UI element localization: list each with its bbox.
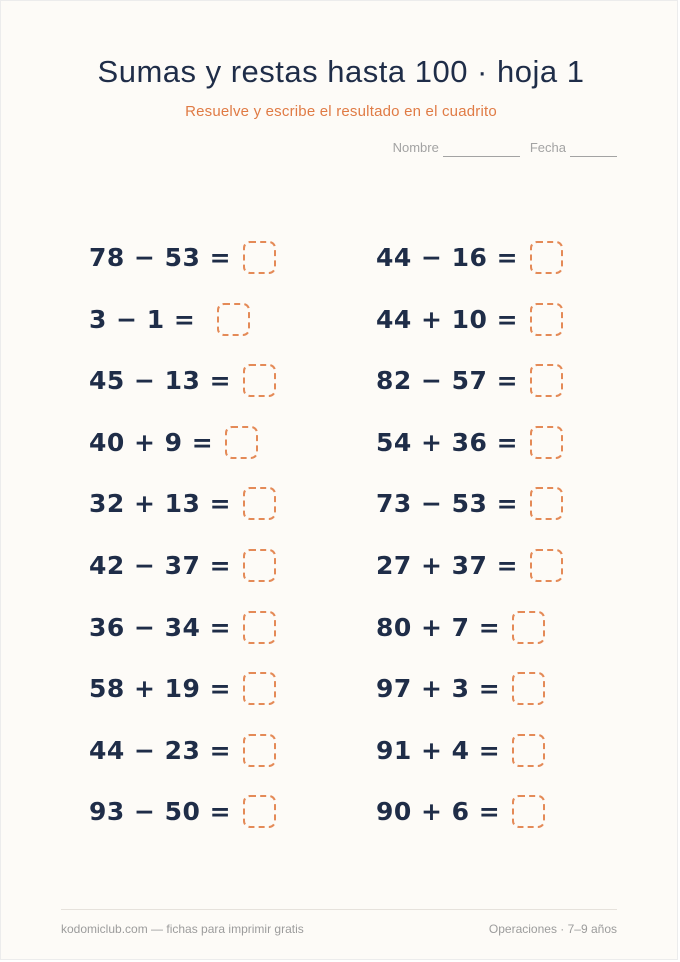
problem-row	[376, 424, 563, 486]
problem-row	[89, 239, 276, 301]
problem-expression: 44 − 16 =	[376, 243, 519, 272]
problem-row	[376, 239, 563, 301]
answer-box[interactable]	[512, 611, 545, 644]
problem-row	[376, 485, 563, 547]
problem-expression: 80 + 7 =	[376, 612, 501, 642]
problem-row	[89, 424, 276, 486]
problem-expression: 91 + 4 =	[376, 735, 501, 765]
answer-box[interactable]	[530, 487, 563, 520]
problem-expression: 32 + 13 =	[89, 489, 232, 519]
problem-row	[376, 547, 563, 609]
problem-expression: 93 − 50 =	[89, 797, 232, 827]
answer-box[interactable]	[530, 241, 563, 274]
answer-box[interactable]	[243, 734, 276, 767]
problem-row	[89, 301, 276, 363]
name-label: Nombre	[392, 140, 439, 155]
problem-expression: 40 + 9 =	[89, 427, 214, 457]
problem-expression: 42 − 37 =	[89, 550, 232, 580]
problem-expression: 73 − 53 =	[376, 489, 519, 519]
answer-box[interactable]	[530, 426, 563, 459]
problem-row	[376, 793, 563, 855]
problem-expression: 44 − 23 =	[89, 735, 232, 765]
problem-expression: 97 + 3 =	[376, 674, 501, 704]
problem-row	[376, 362, 563, 424]
answer-box[interactable]	[243, 795, 276, 828]
problem-row	[376, 609, 563, 671]
answer-box[interactable]	[243, 611, 276, 644]
problem-expression: 90 + 6 =	[376, 797, 501, 827]
problem-expression: 78 − 53 =	[89, 243, 232, 272]
problems-column-left	[89, 239, 276, 855]
answer-box[interactable]	[512, 734, 545, 767]
problem-expression: 54 + 36 =	[376, 427, 519, 457]
answer-box[interactable]	[243, 549, 276, 582]
date-label: Fecha	[529, 140, 566, 155]
problem-row	[376, 732, 563, 794]
answer-box[interactable]	[530, 364, 563, 397]
answer-box[interactable]	[217, 303, 250, 336]
date-write-line[interactable]	[570, 144, 617, 157]
problem-expression: 82 − 57 =	[376, 366, 519, 396]
problem-expression: 27 + 37 =	[376, 550, 519, 580]
problem-expression: 44 + 10 =	[376, 304, 519, 334]
problems-column-right	[376, 239, 563, 855]
student-meta	[393, 139, 617, 157]
answer-box[interactable]	[243, 241, 276, 274]
page-subtitle: Resuelve y escribe el resultado en el cuadrito	[185, 103, 497, 120]
page-title: Sumas y restas hasta 100 · hoja 1	[97, 54, 585, 89]
answer-box[interactable]	[243, 364, 276, 397]
problem-expression: 36 − 34 =	[89, 612, 232, 642]
answer-box[interactable]	[243, 487, 276, 520]
problem-row	[89, 732, 276, 794]
problem-expression: 58 + 19 =	[89, 674, 232, 704]
problem-row	[89, 362, 276, 424]
problem-row	[89, 793, 276, 855]
problem-expression: 45 − 13 =	[89, 366, 232, 396]
problem-row	[89, 485, 276, 547]
name-write-line[interactable]	[443, 144, 520, 157]
footer-divider	[61, 909, 617, 910]
answer-box[interactable]	[530, 303, 563, 336]
problem-row	[89, 670, 276, 732]
footer-site-credit: kodomiclub.com — fichas para imprimir gratis	[61, 922, 304, 936]
answer-box[interactable]	[243, 672, 276, 705]
answer-box[interactable]	[530, 549, 563, 582]
footer-category: Operaciones · 7–9 años	[488, 922, 617, 936]
answer-box[interactable]	[225, 426, 258, 459]
problem-expression: 3 − 1 =	[89, 304, 196, 334]
answer-box[interactable]	[512, 672, 545, 705]
problem-row	[376, 301, 563, 363]
problem-row	[89, 547, 276, 609]
problem-row	[376, 670, 563, 732]
answer-box[interactable]	[512, 795, 545, 828]
problem-row	[89, 609, 276, 671]
